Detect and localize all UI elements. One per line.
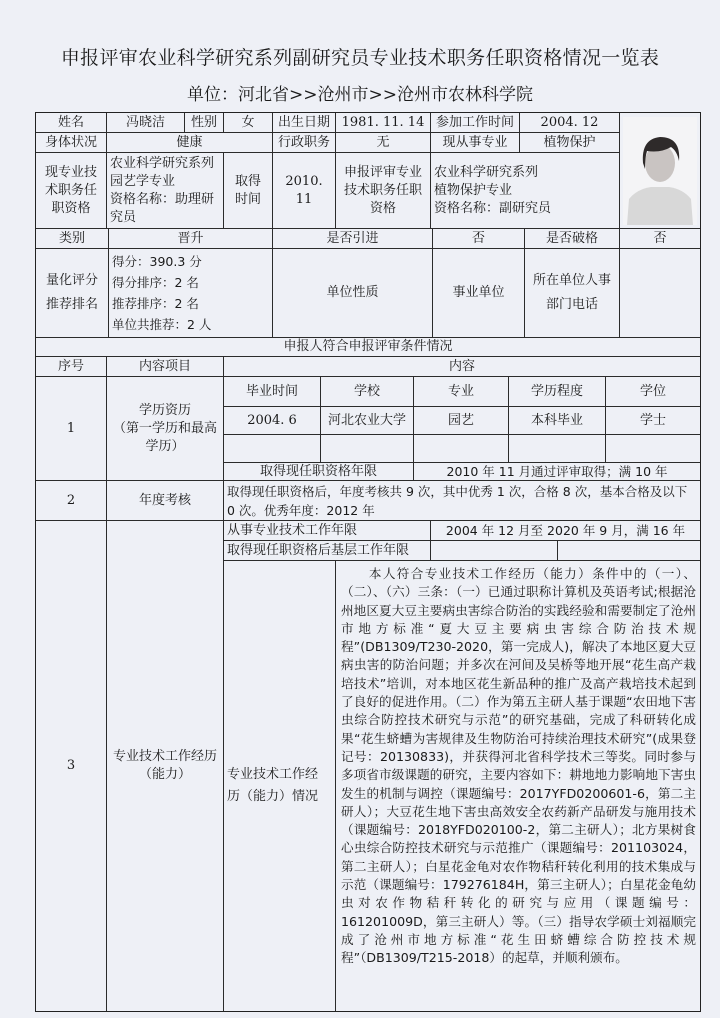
item-line: （能力）: [138, 767, 191, 782]
s1-empty-cell: [508, 434, 606, 463]
label-line: 术职务任: [44, 182, 97, 198]
unit-type-label: 单位性质: [272, 248, 433, 338]
major-value: 植物保护: [519, 132, 620, 153]
label-line: 职资格: [51, 200, 91, 216]
value-line: 究员: [110, 209, 137, 225]
portrait-photo-icon: [623, 117, 697, 225]
s1-header-degree: 学位: [605, 376, 701, 407]
label-line: 量化评分: [45, 273, 98, 288]
s3-work-years-label: 从事专业技术工作年限: [223, 520, 431, 541]
s1-years-label: 取得现任职资格年限: [223, 462, 414, 481]
hr-phone-label: [524, 248, 620, 338]
col-content-header: 内容: [223, 356, 701, 377]
unit-type-value: 事业单位: [432, 248, 525, 338]
exception-label: 是否破格: [524, 228, 620, 249]
label-line: 取得: [234, 173, 261, 189]
s3-work-years-value: 2004 年 12 月至 2020 年 9 月，满 16 年: [430, 520, 701, 541]
label-line: 历（能力）情况: [227, 789, 319, 804]
s1-major: 园艺: [413, 406, 509, 435]
label-line: 推荐排名: [45, 297, 98, 312]
name-value: 冯晓洁: [106, 112, 185, 133]
score-line: 得分排序：2 名: [112, 275, 199, 290]
hr-phone-value: [619, 248, 701, 338]
item-line: 学历）: [145, 438, 185, 454]
s1-header-school: 学校: [320, 376, 414, 407]
s1-degree: 学士: [605, 406, 701, 435]
s3-grassroots-value: [430, 540, 558, 561]
s3-grassroots-extra: [557, 540, 701, 561]
score-line: 单位共推荐：2 人: [112, 317, 212, 332]
admin-value: 无: [335, 132, 431, 153]
apply-qualification-label: [335, 152, 431, 229]
s1-school: 河北农业大学: [320, 406, 414, 435]
label-line: 时间: [234, 191, 261, 207]
label-line: 所在单位人事: [532, 273, 611, 288]
col-item-header: 内容项目: [106, 356, 224, 377]
admin-label: 行政职务: [272, 132, 336, 153]
label-line: 技术职务任职: [343, 182, 422, 198]
name-label: 姓名: [35, 112, 107, 133]
value-line: 农业科学研究系列: [434, 164, 539, 180]
label-line: 资格: [369, 200, 396, 216]
s1-empty-cell: [223, 434, 321, 463]
work-start-label: 参加工作时间: [430, 112, 520, 133]
s1-header-major: 专业: [413, 376, 509, 407]
photo-cell: [619, 112, 701, 229]
birth-label: 出生日期: [272, 112, 336, 133]
s1-header-grad-time: 毕业时间: [223, 376, 321, 407]
label-line: 申报评审专业: [343, 164, 422, 180]
s1-empty-cell: [320, 434, 414, 463]
item-line: 学历资历: [138, 402, 191, 418]
s2-text: 取得现任职资格后，年度考核共 9 次，其中优秀 1 次，合格 8 次，基本合格及以下 0 次。优秀年度：2012 年: [223, 480, 701, 521]
label-line: 现专业技: [44, 164, 97, 180]
s3-grassroots-label: 取得现任职资格后基层工作年限: [223, 540, 431, 561]
health-label: 身体状况: [35, 132, 107, 153]
major-label: 现从事专业: [430, 132, 520, 153]
current-qualification-label: [35, 152, 107, 229]
col-no-header: 序号: [35, 356, 107, 377]
item-line: （第一学历和最高: [112, 420, 217, 436]
page-title: 申报评审农业科学研究系列副研究员专业技术职务任职资格情况一览表: [60, 47, 660, 69]
exception-value: 否: [619, 228, 701, 249]
s1-years-value: 2010 年 11 月通过评审取得；满 10 年: [413, 462, 701, 481]
label-line: 部门电话: [545, 297, 598, 312]
s1-empty-cell: [413, 434, 509, 463]
s1-grad-time: 2004. 6: [223, 406, 321, 435]
s3-no: 3: [35, 520, 107, 1012]
value-line: 资格名称：副研究员: [434, 200, 552, 216]
s3-item: [106, 520, 224, 1012]
obtain-time-value: 2010. 11: [272, 152, 336, 229]
s3-experience-text: 本人符合专业技术工作经历（能力）条件中的（一）、（二）、（六）三条：（一）已通过职称计算机及英语考试;根据沧州地区夏大豆主要病虫害综合防治的实践经验和需要制定了沧州市地方标准“夏大豆主要病虫害综合防治技术规程”(DB1309/T230-2020，第一完成人)，解决了本地区夏大豆病虫害的防治问题；并多次在河间及吴桥等地开展“花生高产栽培技术”培训，对本地区花生新品种的推广及高产栽培技术起到了良好的促进作用。（二）作为第五主研人基于课题“农田地下害虫综合防控技术研究与示范”的研究基础，完成了科研转化成果“花生蛴螬为害规律及生物防治可持续治理技术研究”(成果登记号：20130833)，并获得河北省科学技术三等奖。同时参与多项省市级课题的研究，主要内容如下：耕地地力影响地下害虫发生的机制与调控（课题编号：2017YFD0200601-6，第二主研人）；大豆花生地下害虫高效安全农药新产品研发与施用技术（课题编号：2018YFD020100-2，第二主研人）；北方果树食心虫综合防控技术研究与示范推广（课题编号：201103024，第二主研人）；白星花金龟对农作物秸秆转化利用的技术集成与示范（课题编号：179276184H，第三主研人）；白星花金龟幼虫对农作物秸秆转化的研究与应用（课题编号：161201009D，第三主研人）等。（三）指导农学硕士刘福顺完成了沧州市地方标准“花生田蛴螬综合防控技术规程”（DB1309/T215-2018）的起草，并顺利颁布。: [335, 560, 701, 1012]
portrait-photo: [623, 117, 697, 225]
value-line: 园艺学专业: [110, 173, 176, 189]
category-value: 晋升: [108, 228, 273, 249]
work-start-value: 2004. 12: [519, 112, 620, 133]
s1-empty-cell: [605, 434, 701, 463]
introduced-value: 否: [432, 228, 525, 249]
gender-label: 性别: [184, 112, 224, 133]
s2-item: 年度考核: [106, 480, 224, 521]
item-line: 专业技术工作经历: [112, 749, 217, 764]
birth-value: 1981. 11. 14: [335, 112, 431, 133]
unit-subtitle: 单位：河北省>>沧州市>>沧州市农林科学院: [187, 85, 533, 105]
label-line: 专业技术工作经: [227, 767, 319, 782]
conditions-header: 申报人符合申报评审条件情况: [35, 337, 701, 357]
s1-no: 1: [35, 376, 107, 481]
health-value: 健康: [106, 132, 273, 153]
category-label: 类别: [35, 228, 109, 249]
score-line: 得分：390.3 分: [112, 254, 202, 269]
score-line: 推荐排序：2 名: [112, 296, 199, 311]
value-line: 资格名称：助理研: [110, 191, 215, 207]
s2-no: 2: [35, 480, 107, 521]
current-qualification-value: [106, 152, 224, 229]
gender-value: 女: [223, 112, 273, 133]
s3-sub-label: [223, 560, 336, 1012]
introduced-label: 是否引进: [272, 228, 433, 249]
value-line: 农业科学研究系列: [110, 155, 215, 171]
value-line: 植物保护专业: [434, 182, 513, 198]
s1-degree-level: 本科毕业: [508, 406, 606, 435]
apply-qualification-value: [430, 152, 620, 229]
s1-header-degree-level: 学历程度: [508, 376, 606, 407]
score-label: [35, 248, 109, 338]
obtain-time-label: [223, 152, 273, 229]
s1-item: [106, 376, 224, 481]
score-values: [108, 248, 273, 338]
